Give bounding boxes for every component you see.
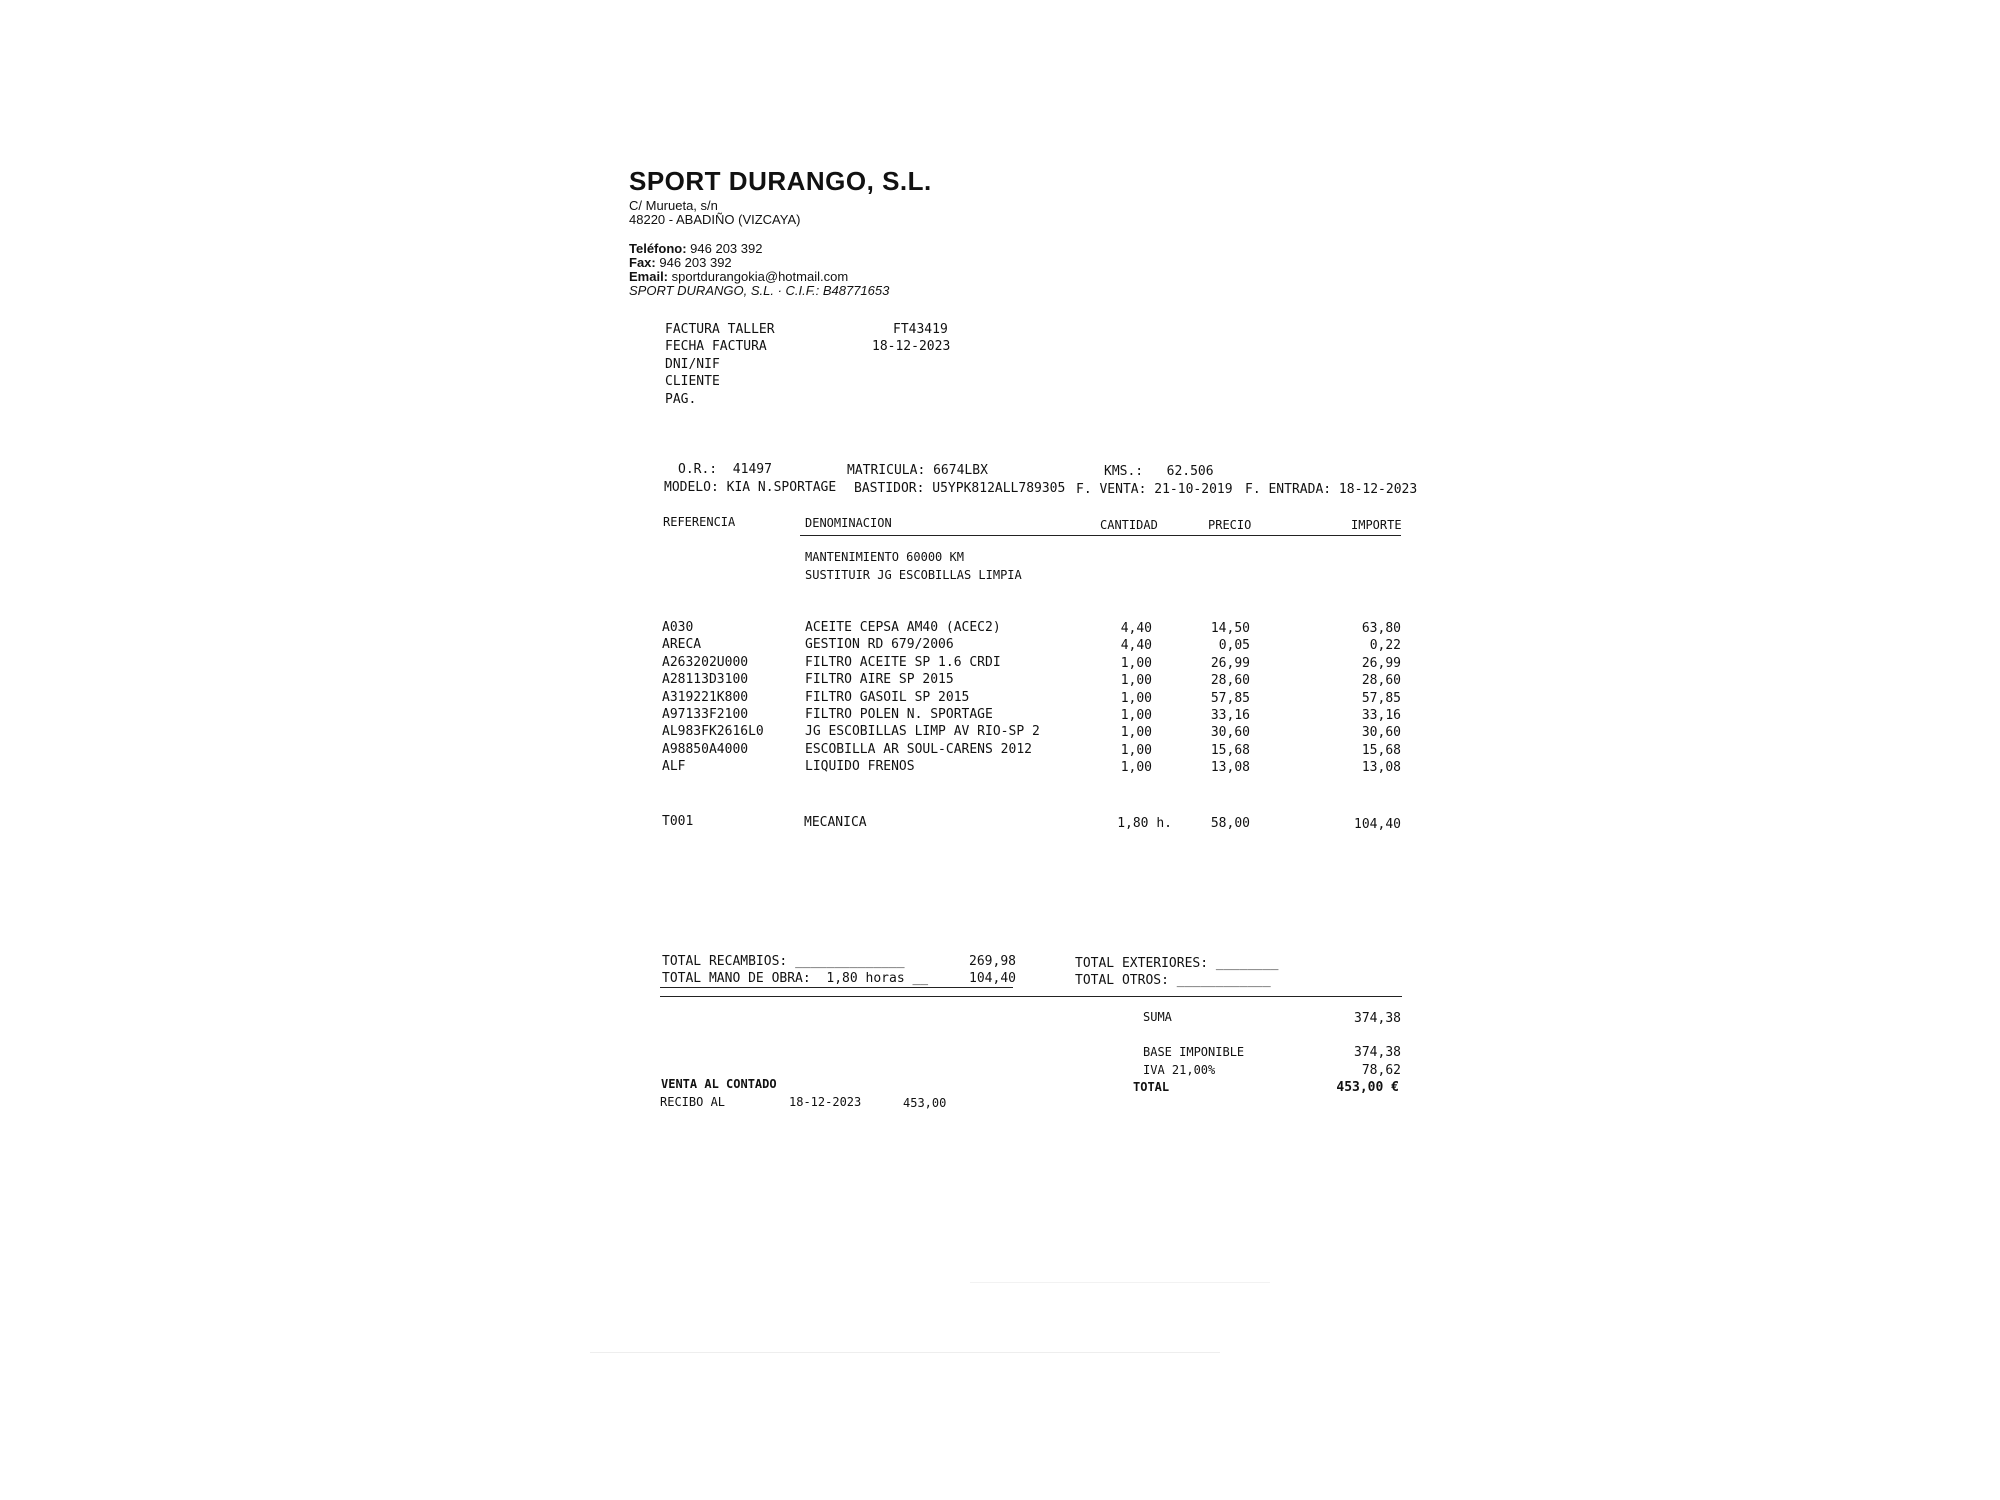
item-qty: 4,40 [1120, 621, 1152, 636]
email-label: Email: [629, 269, 669, 284]
total-label: TOTAL [1133, 1080, 1170, 1094]
item-qty: 1,00 [1120, 743, 1152, 758]
company-address-line2: 48220 - ABADIÑO (VIZCAYA) [629, 212, 801, 227]
company-email [629, 269, 848, 284]
kms-value: 62.506 [1166, 464, 1214, 479]
sum-label: SUMA [1143, 1010, 1172, 1024]
item-desc: ACEITE CEPSA AM40 (ACEC2) [805, 620, 1001, 635]
item-price: 15,68 [1210, 743, 1250, 758]
total-labor-label: TOTAL MANO DE OBRA: [662, 971, 811, 986]
item-amount: 0,22 [1369, 638, 1401, 653]
total-parts-fill: ______________ [795, 954, 905, 969]
item-qty: 4,40 [1120, 638, 1152, 653]
model-value: KIA N.SPORTAGE [726, 480, 837, 495]
company-phone [629, 241, 762, 256]
vat-value: 78,62 [1361, 1063, 1401, 1078]
item-amount: 63,80 [1361, 621, 1401, 636]
total-parts-value: 269,98 [969, 954, 1016, 969]
base-label: BASE IMPONIBLE [1143, 1045, 1245, 1059]
total-external-field [1075, 956, 1279, 971]
plate-field [847, 463, 988, 478]
note-line: MANTENIMIENTO 60000 KM [805, 550, 964, 564]
plate-label: MATRICULA: [847, 463, 926, 478]
total-parts-field [662, 954, 905, 969]
entry-date-label: F. ENTRADA: [1245, 482, 1332, 497]
total-other-field [1075, 973, 1271, 988]
base-value: 374,38 [1354, 1045, 1401, 1060]
phone-label: Teléfono: [629, 241, 687, 256]
total-labor-field [662, 971, 928, 986]
item-desc: JG ESCOBILLAS LIMP AV RIO-SP 2 [805, 724, 1040, 739]
item-ref: A319221K800 [662, 690, 749, 705]
item-amount: 57,85 [1361, 691, 1401, 706]
item-price: 28,60 [1210, 673, 1250, 688]
item-qty: 1,00 [1120, 691, 1152, 706]
col-header-desc: DENOMINACION [805, 516, 892, 530]
scan-artifact-line [590, 1352, 1220, 1353]
total-other-fill: ____________ [1176, 973, 1271, 988]
item-desc: FILTRO ACEITE SP 1.6 CRDI [805, 655, 1001, 670]
item-ref: ALF [662, 759, 686, 774]
total-labor-hours: 1,80 horas __ [826, 971, 929, 986]
dni-label: DNI/NIF [665, 357, 720, 372]
invoice-number: FT43419 [893, 322, 948, 337]
item-ref: AL983FK2616L0 [662, 724, 764, 739]
invoice-type-label: FACTURA TALLER [665, 322, 775, 337]
item-amount: 28,60 [1361, 673, 1401, 688]
labor-qty: 1,80 h. [1117, 816, 1172, 831]
item-amount: 30,60 [1361, 725, 1401, 740]
item-ref: A263202U000 [662, 655, 749, 670]
item-amount: 33,16 [1361, 708, 1401, 723]
company-fax [629, 255, 732, 270]
col-header-ref: REFERENCIA [663, 515, 736, 529]
sale-date-field [1076, 482, 1233, 497]
phone-value: 946 203 392 [690, 241, 763, 256]
labor-amount: 104,40 [1354, 817, 1401, 832]
total-other-label: TOTAL OTROS: [1075, 973, 1169, 988]
sale-date-label: F. VENTA: [1076, 482, 1147, 497]
table-header-rule [800, 535, 1401, 536]
email-value: sportdurangokia@hotmail.com [671, 269, 849, 284]
item-desc: FILTRO AIRE SP 2015 [805, 672, 954, 687]
model-label: MODELO: [664, 480, 719, 495]
kms-label: KMS.: [1104, 464, 1144, 479]
receipt-date: 18-12-2023 [789, 1095, 862, 1109]
chassis-field [854, 481, 1065, 496]
item-desc: GESTION RD 679/2006 [805, 637, 954, 652]
item-amount: 13,08 [1361, 760, 1401, 775]
vat-label: IVA 21,00% [1143, 1063, 1216, 1077]
total-labor-value: 104,40 [969, 971, 1016, 986]
item-desc: LIQUIDO FRENOS [805, 759, 915, 774]
totals-separator [660, 996, 1402, 997]
item-ref: A030 [662, 620, 694, 635]
company-name: SPORT DURANGO, S.L. [629, 166, 932, 196]
item-qty: 1,00 [1120, 760, 1152, 775]
col-header-qty: CANTIDAD [1100, 518, 1158, 532]
company-address-line1: C/ Murueta, s/n [629, 198, 718, 213]
item-qty: 1,00 [1120, 656, 1152, 671]
or-label: O.R.: [678, 462, 718, 477]
item-ref: A97133F2100 [662, 707, 749, 722]
item-price: 30,60 [1210, 725, 1250, 740]
kms-field [1104, 464, 1214, 479]
payment-method: VENTA AL CONTADO [661, 1077, 777, 1091]
chassis-value: U5YPK812ALL789305 [932, 481, 1066, 496]
item-desc: FILTRO GASOIL SP 2015 [805, 690, 970, 705]
total-external-fill: ________ [1215, 956, 1279, 971]
fax-label: Fax: [629, 255, 656, 270]
item-qty: 1,00 [1120, 708, 1152, 723]
total-parts-label: TOTAL RECAMBIOS: [662, 954, 788, 969]
total-external-label: TOTAL EXTERIORES: [1075, 956, 1209, 971]
labor-ref: T001 [662, 814, 694, 829]
entry-date-field [1245, 482, 1417, 497]
item-price: 13,08 [1210, 760, 1250, 775]
item-price: 0,05 [1218, 638, 1250, 653]
invoice-date: 18-12-2023 [872, 339, 951, 354]
receipt-amount: 453,00 [903, 1096, 947, 1110]
item-price: 57,85 [1210, 691, 1250, 706]
page-label: PAG. [665, 392, 697, 407]
item-price: 33,16 [1210, 708, 1250, 723]
client-label: CLIENTE [665, 374, 720, 389]
col-header-amount: IMPORTE [1351, 518, 1402, 532]
item-qty: 1,00 [1120, 673, 1152, 688]
labor-price: 58,00 [1210, 816, 1250, 831]
chassis-label: BASTIDOR: [854, 481, 925, 496]
sale-date-value: 21-10-2019 [1154, 482, 1233, 497]
item-price: 14,50 [1210, 621, 1250, 636]
totals-left-rule [660, 987, 1013, 988]
invoice-date-label: FECHA FACTURA [665, 339, 767, 354]
item-ref: A98850A4000 [662, 742, 749, 757]
scan-artifact-line [970, 1282, 1270, 1283]
item-ref: ARECA [662, 637, 702, 652]
or-value: 41497 [732, 462, 772, 477]
receipt-label: RECIBO AL [660, 1095, 726, 1109]
item-price: 26,99 [1210, 656, 1250, 671]
note-line: SUSTITUIR JG ESCOBILLAS LIMPIA [805, 568, 1022, 582]
entry-date-value: 18-12-2023 [1338, 482, 1418, 497]
company-cif: SPORT DURANGO, S.L. · C.I.F.: B48771653 [629, 283, 890, 298]
item-desc: ESCOBILLA AR SOUL-CARENS 2012 [805, 742, 1032, 757]
total-value: 453,00 € [1336, 1080, 1399, 1095]
labor-desc: MECANICA [804, 815, 867, 830]
item-amount: 15,68 [1361, 743, 1401, 758]
item-qty: 1,00 [1120, 725, 1152, 740]
col-header-price: PRECIO [1208, 518, 1252, 532]
or-field [678, 462, 772, 477]
fax-value: 946 203 392 [659, 255, 732, 270]
item-amount: 26,99 [1361, 656, 1401, 671]
item-ref: A28113D3100 [662, 672, 749, 687]
item-desc: FILTRO POLEN N. SPORTAGE [805, 707, 993, 722]
plate-value: 6674LBX [933, 463, 988, 478]
sum-value: 374,38 [1354, 1011, 1401, 1026]
model-field [664, 480, 836, 495]
